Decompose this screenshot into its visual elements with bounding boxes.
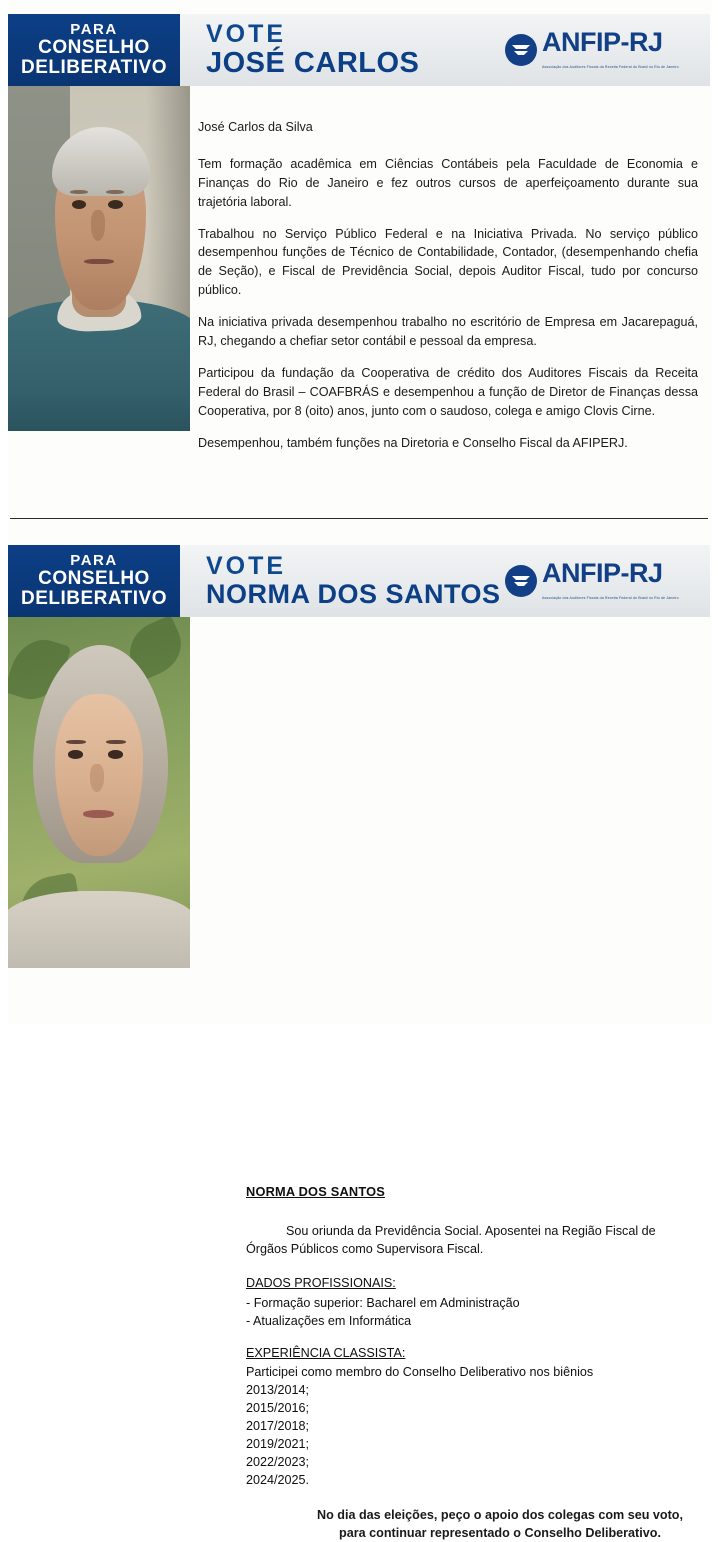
anfip-logo-text: ANFIP-RJ [542,26,663,57]
banner-logo-block [504,545,710,617]
banner-position-block [8,545,180,617]
anfip-logo-subtitle: Associação dos Auditores Fiscais da Receita Federal do Brasil no Rio de Janeiro [542,64,679,69]
scan-edge-right [712,0,718,1024]
section-heading-class-experience: EXPERIÊNCIA CLASSISTA: [246,1345,406,1360]
professional-line-1: - Formação superior: Bacharel em Administração [246,1295,520,1310]
candidate-bio-title: NORMA DOS SANTOS [246,1184,385,1199]
biennium-1: 2013/2014; [246,1383,310,1398]
candidate-card-jose-carlos [0,14,718,450]
candidate-bio [246,1183,698,1490]
vote-label: VOTE [206,20,287,48]
anfip-logo-icon [504,33,538,67]
closing-line-1: No dia das eleições, peço o apoio dos colegas com seu voto, [316,1508,684,1522]
council-line-1: CONSELHO [38,36,150,58]
candidate-full-name: José Carlos da Silva [198,120,313,134]
banner-logo-block [504,14,710,86]
bio-intro-paragraph: Sou oriunda da Previdência Social. Aposentei na Região Fiscal de Órgãos Públicos como Supervisora Fiscal. [246,1224,656,1257]
biennium-6: 2024/2025. [246,1472,310,1487]
bio-paragraph-2: Trabalhou no Serviço Público Federal e na Iniciativa Privada. No serviço público desempenhou funções de Técnico de Contabilidade, Contador, (desempenhando chefia de Seção), e Fiscal de Previdência Social, depois Auditor Fiscal, tudo por concurso público. [198,226,698,298]
closing-appeal [300,1507,700,1542]
candidate-banner [8,14,710,86]
candidate-bio [198,118,698,465]
council-line-2: DELIBERATIVO [20,56,168,78]
section-heading-professional: DADOS PROFISSIONAIS: [246,1275,396,1290]
bio-paragraph-3: Na iniciativa privada desempenhou trabalho no escritório de Empresa em Jacarepaguá, RJ, chegando a chefiar setor contábil e pessoal da empresa. [198,315,698,349]
bio-paragraph-4: Participou da fundação da Cooperativa de crédito dos Auditores Fiscais da Receita Federal do Brasil – COAFBRÁS e desempenhou a função de Diretor de Finanças dessa Cooperativa, por 8 (oito) anos, junto com o saudoso, colega e amigo Clovis Cirne. [198,365,698,418]
para-label: PARA [70,21,118,39]
para-label: PARA [70,552,118,570]
anfip-logo-text: ANFIP-RJ [542,557,663,588]
bio-paragraph-1: Tem formação acadêmica em Ciências Contábeis pela Faculdade de Economia e Finanças do Rio de Janeiro e fez outros cursos de aperfeiçoamento durante sua trajetória laboral. [198,156,698,209]
biennium-3: 2017/2018; [246,1419,310,1434]
biennium-2: 2015/2016; [246,1401,310,1416]
bio-paragraph-5: Desempenhou, também funções na Diretoria e Conselho Fiscal da AFIPERJ. [198,435,628,450]
banner-name-block [180,14,504,86]
biennium-4: 2019/2021; [246,1436,310,1451]
anfip-logo-subtitle: Associação dos Auditores Fiscais da Receita Federal do Brasil no Rio de Janeiro [542,595,679,600]
council-line-2: DELIBERATIVO [20,587,168,609]
candidate-name: JOSÉ CARLOS [206,47,420,79]
page-divider [10,518,708,519]
candidate-photo [8,86,190,431]
professional-line-2: - Atualizações em Informática [246,1313,412,1328]
closing-line-2: para continuar representado o Conselho Deliberativo. [339,1525,661,1540]
vote-label: VOTE [206,552,287,580]
class-experience-intro: Participei como membro do Conselho Deliberativo nos biênios [246,1365,594,1380]
candidate-name: NORMA DOS SANTOS [206,579,501,609]
council-line-1: CONSELHO [38,567,150,589]
banner-name-block [180,545,504,617]
candidate-banner [8,545,710,617]
banner-position-block [8,14,180,86]
scan-edge-left [0,0,8,1024]
anfip-logo-icon [504,564,538,598]
candidate-photo [8,617,190,968]
biennium-5: 2022/2023; [246,1454,310,1469]
candidate-card-norma-dos-santos [0,545,718,1540]
